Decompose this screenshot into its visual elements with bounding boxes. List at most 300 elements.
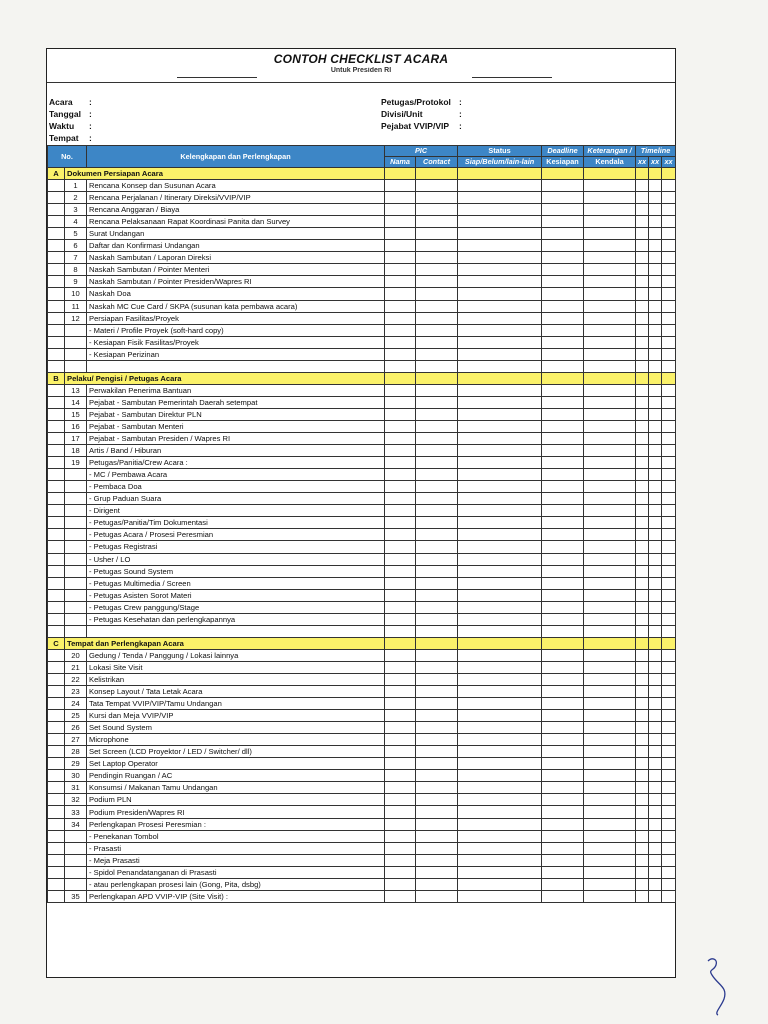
- timeline-cell-3[interactable]: [662, 408, 676, 420]
- keterangan-cell[interactable]: [584, 324, 636, 336]
- pic-nama-cell[interactable]: [385, 445, 416, 457]
- keterangan-cell[interactable]: [584, 493, 636, 505]
- timeline-cell-3[interactable]: [662, 240, 676, 252]
- pic-contact-cell[interactable]: [416, 420, 458, 432]
- timeline-cell-2[interactable]: [649, 625, 662, 637]
- timeline-cell-3[interactable]: [662, 565, 676, 577]
- status-cell[interactable]: [458, 541, 542, 553]
- keterangan-cell[interactable]: [584, 396, 636, 408]
- keterangan-cell[interactable]: [584, 348, 636, 360]
- timeline-cell-2[interactable]: [649, 228, 662, 240]
- deadline-cell[interactable]: [542, 180, 584, 192]
- timeline-cell-3[interactable]: [662, 420, 676, 432]
- keterangan-cell[interactable]: [584, 601, 636, 613]
- pic-contact-cell[interactable]: [416, 312, 458, 324]
- pic-nama-cell[interactable]: [385, 541, 416, 553]
- keterangan-cell[interactable]: [584, 577, 636, 589]
- pic-nama-cell[interactable]: [385, 710, 416, 722]
- timeline-cell-2[interactable]: [649, 264, 662, 276]
- status-cell[interactable]: [458, 661, 542, 673]
- pic-contact-cell[interactable]: [416, 408, 458, 420]
- status-cell[interactable]: [458, 529, 542, 541]
- timeline-cell-3[interactable]: [662, 553, 676, 565]
- keterangan-cell[interactable]: [584, 746, 636, 758]
- status-cell[interactable]: [458, 782, 542, 794]
- timeline-cell-2[interactable]: [649, 360, 662, 372]
- pic-nama-cell[interactable]: [385, 601, 416, 613]
- timeline-cell-3[interactable]: [662, 866, 676, 878]
- pic-contact-cell[interactable]: [416, 686, 458, 698]
- status-cell[interactable]: [458, 601, 542, 613]
- deadline-cell[interactable]: [542, 746, 584, 758]
- timeline-cell-2[interactable]: [649, 890, 662, 902]
- timeline-cell-2[interactable]: [649, 649, 662, 661]
- pic-nama-cell[interactable]: [385, 722, 416, 734]
- pic-nama-cell[interactable]: [385, 228, 416, 240]
- status-cell[interactable]: [458, 553, 542, 565]
- pic-contact-cell[interactable]: [416, 613, 458, 625]
- timeline-cell-2[interactable]: [649, 469, 662, 481]
- pic-contact-cell[interactable]: [416, 698, 458, 710]
- pic-contact-cell[interactable]: [416, 300, 458, 312]
- keterangan-cell[interactable]: [584, 806, 636, 818]
- timeline-cell-3[interactable]: [662, 336, 676, 348]
- pic-contact-cell[interactable]: [416, 360, 458, 372]
- timeline-cell-1[interactable]: [636, 360, 649, 372]
- deadline-cell[interactable]: [542, 830, 584, 842]
- timeline-cell-3[interactable]: [662, 613, 676, 625]
- keterangan-cell[interactable]: [584, 276, 636, 288]
- timeline-cell-1[interactable]: [636, 878, 649, 890]
- pic-nama-cell[interactable]: [385, 806, 416, 818]
- keterangan-cell[interactable]: [584, 336, 636, 348]
- status-cell[interactable]: [458, 830, 542, 842]
- deadline-cell[interactable]: [542, 541, 584, 553]
- status-cell[interactable]: [458, 517, 542, 529]
- pic-nama-cell[interactable]: [385, 396, 416, 408]
- timeline-cell-2[interactable]: [649, 746, 662, 758]
- keterangan-cell[interactable]: [584, 661, 636, 673]
- timeline-cell-1[interactable]: [636, 565, 649, 577]
- keterangan-cell[interactable]: [584, 649, 636, 661]
- pic-nama-cell[interactable]: [385, 866, 416, 878]
- status-cell[interactable]: [458, 698, 542, 710]
- pic-nama-cell[interactable]: [385, 589, 416, 601]
- timeline-cell-1[interactable]: [636, 794, 649, 806]
- status-cell[interactable]: [458, 469, 542, 481]
- deadline-cell[interactable]: [542, 252, 584, 264]
- timeline-cell-3[interactable]: [662, 649, 676, 661]
- timeline-cell-3[interactable]: [662, 710, 676, 722]
- timeline-cell-1[interactable]: [636, 396, 649, 408]
- pic-contact-cell[interactable]: [416, 204, 458, 216]
- timeline-cell-2[interactable]: [649, 806, 662, 818]
- timeline-cell-3[interactable]: [662, 396, 676, 408]
- deadline-cell[interactable]: [542, 553, 584, 565]
- timeline-cell-3[interactable]: [662, 746, 676, 758]
- timeline-cell-3[interactable]: [662, 469, 676, 481]
- timeline-cell-1[interactable]: [636, 288, 649, 300]
- timeline-cell-2[interactable]: [649, 457, 662, 469]
- timeline-cell-2[interactable]: [649, 192, 662, 204]
- timeline-cell-2[interactable]: [649, 204, 662, 216]
- deadline-cell[interactable]: [542, 457, 584, 469]
- pic-contact-cell[interactable]: [416, 324, 458, 336]
- deadline-cell[interactable]: [542, 686, 584, 698]
- pic-nama-cell[interactable]: [385, 312, 416, 324]
- status-cell[interactable]: [458, 758, 542, 770]
- status-cell[interactable]: [458, 686, 542, 698]
- pic-nama-cell[interactable]: [385, 252, 416, 264]
- timeline-cell-1[interactable]: [636, 830, 649, 842]
- pic-contact-cell[interactable]: [416, 469, 458, 481]
- timeline-cell-1[interactable]: [636, 204, 649, 216]
- timeline-cell-3[interactable]: [662, 698, 676, 710]
- pic-nama-cell[interactable]: [385, 288, 416, 300]
- status-cell[interactable]: [458, 204, 542, 216]
- timeline-cell-1[interactable]: [636, 312, 649, 324]
- timeline-cell-2[interactable]: [649, 710, 662, 722]
- timeline-cell-2[interactable]: [649, 818, 662, 830]
- timeline-cell-2[interactable]: [649, 722, 662, 734]
- deadline-cell[interactable]: [542, 758, 584, 770]
- keterangan-cell[interactable]: [584, 384, 636, 396]
- timeline-cell-2[interactable]: [649, 420, 662, 432]
- pic-nama-cell[interactable]: [385, 878, 416, 890]
- pic-nama-cell[interactable]: [385, 565, 416, 577]
- timeline-cell-3[interactable]: [662, 312, 676, 324]
- pic-contact-cell[interactable]: [416, 890, 458, 902]
- timeline-cell-1[interactable]: [636, 589, 649, 601]
- timeline-cell-1[interactable]: [636, 842, 649, 854]
- keterangan-cell[interactable]: [584, 360, 636, 372]
- deadline-cell[interactable]: [542, 818, 584, 830]
- pic-contact-cell[interactable]: [416, 276, 458, 288]
- deadline-cell[interactable]: [542, 336, 584, 348]
- timeline-cell-2[interactable]: [649, 216, 662, 228]
- timeline-cell-1[interactable]: [636, 553, 649, 565]
- keterangan-cell[interactable]: [584, 866, 636, 878]
- timeline-cell-1[interactable]: [636, 722, 649, 734]
- deadline-cell[interactable]: [542, 445, 584, 457]
- timeline-cell-1[interactable]: [636, 625, 649, 637]
- timeline-cell-3[interactable]: [662, 481, 676, 493]
- status-cell[interactable]: [458, 505, 542, 517]
- timeline-cell-1[interactable]: [636, 264, 649, 276]
- timeline-cell-2[interactable]: [649, 396, 662, 408]
- pic-nama-cell[interactable]: [385, 698, 416, 710]
- pic-contact-cell[interactable]: [416, 433, 458, 445]
- pic-nama-cell[interactable]: [385, 264, 416, 276]
- keterangan-cell[interactable]: [584, 818, 636, 830]
- status-cell[interactable]: [458, 384, 542, 396]
- pic-contact-cell[interactable]: [416, 577, 458, 589]
- timeline-cell-3[interactable]: [662, 806, 676, 818]
- deadline-cell[interactable]: [542, 794, 584, 806]
- keterangan-cell[interactable]: [584, 408, 636, 420]
- timeline-cell-3[interactable]: [662, 661, 676, 673]
- keterangan-cell[interactable]: [584, 180, 636, 192]
- timeline-cell-2[interactable]: [649, 336, 662, 348]
- status-cell[interactable]: [458, 360, 542, 372]
- deadline-cell[interactable]: [542, 517, 584, 529]
- pic-nama-cell[interactable]: [385, 625, 416, 637]
- timeline-cell-3[interactable]: [662, 517, 676, 529]
- timeline-cell-2[interactable]: [649, 794, 662, 806]
- pic-contact-cell[interactable]: [416, 396, 458, 408]
- pic-contact-cell[interactable]: [416, 589, 458, 601]
- timeline-cell-1[interactable]: [636, 770, 649, 782]
- status-cell[interactable]: [458, 854, 542, 866]
- pic-contact-cell[interactable]: [416, 264, 458, 276]
- timeline-cell-1[interactable]: [636, 541, 649, 553]
- timeline-cell-2[interactable]: [649, 878, 662, 890]
- timeline-cell-1[interactable]: [636, 613, 649, 625]
- deadline-cell[interactable]: [542, 216, 584, 228]
- pic-contact-cell[interactable]: [416, 746, 458, 758]
- timeline-cell-1[interactable]: [636, 336, 649, 348]
- pic-nama-cell[interactable]: [385, 890, 416, 902]
- pic-contact-cell[interactable]: [416, 794, 458, 806]
- pic-contact-cell[interactable]: [416, 806, 458, 818]
- pic-nama-cell[interactable]: [385, 384, 416, 396]
- keterangan-cell[interactable]: [584, 457, 636, 469]
- keterangan-cell[interactable]: [584, 565, 636, 577]
- pic-nama-cell[interactable]: [385, 216, 416, 228]
- pic-contact-cell[interactable]: [416, 228, 458, 240]
- timeline-cell-2[interactable]: [649, 240, 662, 252]
- deadline-cell[interactable]: [542, 360, 584, 372]
- pic-contact-cell[interactable]: [416, 384, 458, 396]
- timeline-cell-3[interactable]: [662, 529, 676, 541]
- timeline-cell-1[interactable]: [636, 324, 649, 336]
- timeline-cell-2[interactable]: [649, 384, 662, 396]
- timeline-cell-2[interactable]: [649, 493, 662, 505]
- status-cell[interactable]: [458, 866, 542, 878]
- timeline-cell-3[interactable]: [662, 360, 676, 372]
- pic-nama-cell[interactable]: [385, 192, 416, 204]
- status-cell[interactable]: [458, 878, 542, 890]
- timeline-cell-1[interactable]: [636, 734, 649, 746]
- deadline-cell[interactable]: [542, 589, 584, 601]
- pic-contact-cell[interactable]: [416, 625, 458, 637]
- deadline-cell[interactable]: [542, 577, 584, 589]
- status-cell[interactable]: [458, 842, 542, 854]
- timeline-cell-2[interactable]: [649, 842, 662, 854]
- timeline-cell-2[interactable]: [649, 445, 662, 457]
- pic-nama-cell[interactable]: [385, 505, 416, 517]
- pic-contact-cell[interactable]: [416, 252, 458, 264]
- deadline-cell[interactable]: [542, 878, 584, 890]
- timeline-cell-3[interactable]: [662, 433, 676, 445]
- timeline-cell-3[interactable]: [662, 854, 676, 866]
- timeline-cell-1[interactable]: [636, 529, 649, 541]
- status-cell[interactable]: [458, 577, 542, 589]
- pic-nama-cell[interactable]: [385, 577, 416, 589]
- pic-nama-cell[interactable]: [385, 553, 416, 565]
- keterangan-cell[interactable]: [584, 553, 636, 565]
- timeline-cell-2[interactable]: [649, 613, 662, 625]
- timeline-cell-2[interactable]: [649, 433, 662, 445]
- keterangan-cell[interactable]: [584, 890, 636, 902]
- keterangan-cell[interactable]: [584, 854, 636, 866]
- pic-nama-cell[interactable]: [385, 794, 416, 806]
- status-cell[interactable]: [458, 300, 542, 312]
- timeline-cell-3[interactable]: [662, 830, 676, 842]
- deadline-cell[interactable]: [542, 806, 584, 818]
- timeline-cell-2[interactable]: [649, 673, 662, 685]
- deadline-cell[interactable]: [542, 312, 584, 324]
- timeline-cell-2[interactable]: [649, 517, 662, 529]
- timeline-cell-1[interactable]: [636, 420, 649, 432]
- timeline-cell-2[interactable]: [649, 830, 662, 842]
- timeline-cell-1[interactable]: [636, 469, 649, 481]
- timeline-cell-1[interactable]: [636, 300, 649, 312]
- keterangan-cell[interactable]: [584, 445, 636, 457]
- deadline-cell[interactable]: [542, 842, 584, 854]
- status-cell[interactable]: [458, 408, 542, 420]
- pic-contact-cell[interactable]: [416, 854, 458, 866]
- timeline-cell-2[interactable]: [649, 686, 662, 698]
- deadline-cell[interactable]: [542, 661, 584, 673]
- pic-nama-cell[interactable]: [385, 854, 416, 866]
- timeline-cell-1[interactable]: [636, 673, 649, 685]
- keterangan-cell[interactable]: [584, 830, 636, 842]
- keterangan-cell[interactable]: [584, 264, 636, 276]
- status-cell[interactable]: [458, 806, 542, 818]
- pic-contact-cell[interactable]: [416, 866, 458, 878]
- timeline-cell-1[interactable]: [636, 481, 649, 493]
- deadline-cell[interactable]: [542, 204, 584, 216]
- timeline-cell-3[interactable]: [662, 758, 676, 770]
- pic-contact-cell[interactable]: [416, 782, 458, 794]
- pic-contact-cell[interactable]: [416, 288, 458, 300]
- timeline-cell-3[interactable]: [662, 348, 676, 360]
- timeline-cell-3[interactable]: [662, 686, 676, 698]
- timeline-cell-2[interactable]: [649, 601, 662, 613]
- pic-nama-cell[interactable]: [385, 782, 416, 794]
- deadline-cell[interactable]: [542, 288, 584, 300]
- pic-contact-cell[interactable]: [416, 565, 458, 577]
- pic-contact-cell[interactable]: [416, 481, 458, 493]
- pic-nama-cell[interactable]: [385, 324, 416, 336]
- timeline-cell-1[interactable]: [636, 698, 649, 710]
- keterangan-cell[interactable]: [584, 481, 636, 493]
- timeline-cell-2[interactable]: [649, 505, 662, 517]
- timeline-cell-3[interactable]: [662, 782, 676, 794]
- pic-contact-cell[interactable]: [416, 649, 458, 661]
- status-cell[interactable]: [458, 589, 542, 601]
- deadline-cell[interactable]: [542, 710, 584, 722]
- timeline-cell-1[interactable]: [636, 228, 649, 240]
- pic-contact-cell[interactable]: [416, 734, 458, 746]
- timeline-cell-3[interactable]: [662, 457, 676, 469]
- timeline-cell-3[interactable]: [662, 770, 676, 782]
- keterangan-cell[interactable]: [584, 433, 636, 445]
- timeline-cell-2[interactable]: [649, 180, 662, 192]
- pic-contact-cell[interactable]: [416, 722, 458, 734]
- timeline-cell-3[interactable]: [662, 601, 676, 613]
- keterangan-cell[interactable]: [584, 228, 636, 240]
- deadline-cell[interactable]: [542, 408, 584, 420]
- pic-nama-cell[interactable]: [385, 686, 416, 698]
- keterangan-cell[interactable]: [584, 625, 636, 637]
- timeline-cell-3[interactable]: [662, 300, 676, 312]
- status-cell[interactable]: [458, 396, 542, 408]
- pic-nama-cell[interactable]: [385, 336, 416, 348]
- pic-nama-cell[interactable]: [385, 818, 416, 830]
- keterangan-cell[interactable]: [584, 252, 636, 264]
- timeline-cell-2[interactable]: [649, 288, 662, 300]
- timeline-cell-3[interactable]: [662, 324, 676, 336]
- pic-nama-cell[interactable]: [385, 493, 416, 505]
- deadline-cell[interactable]: [542, 493, 584, 505]
- status-cell[interactable]: [458, 722, 542, 734]
- keterangan-cell[interactable]: [584, 204, 636, 216]
- pic-contact-cell[interactable]: [416, 818, 458, 830]
- timeline-cell-3[interactable]: [662, 878, 676, 890]
- keterangan-cell[interactable]: [584, 541, 636, 553]
- pic-contact-cell[interactable]: [416, 842, 458, 854]
- deadline-cell[interactable]: [542, 529, 584, 541]
- timeline-cell-3[interactable]: [662, 673, 676, 685]
- pic-nama-cell[interactable]: [385, 457, 416, 469]
- timeline-cell-2[interactable]: [649, 854, 662, 866]
- deadline-cell[interactable]: [542, 481, 584, 493]
- timeline-cell-2[interactable]: [649, 300, 662, 312]
- timeline-cell-2[interactable]: [649, 324, 662, 336]
- pic-nama-cell[interactable]: [385, 673, 416, 685]
- pic-contact-cell[interactable]: [416, 192, 458, 204]
- timeline-cell-3[interactable]: [662, 264, 676, 276]
- timeline-cell-2[interactable]: [649, 541, 662, 553]
- pic-contact-cell[interactable]: [416, 493, 458, 505]
- timeline-cell-1[interactable]: [636, 818, 649, 830]
- pic-contact-cell[interactable]: [416, 553, 458, 565]
- keterangan-cell[interactable]: [584, 288, 636, 300]
- keterangan-cell[interactable]: [584, 192, 636, 204]
- timeline-cell-1[interactable]: [636, 457, 649, 469]
- status-cell[interactable]: [458, 433, 542, 445]
- pic-nama-cell[interactable]: [385, 348, 416, 360]
- pic-contact-cell[interactable]: [416, 180, 458, 192]
- timeline-cell-3[interactable]: [662, 384, 676, 396]
- pic-contact-cell[interactable]: [416, 517, 458, 529]
- timeline-cell-3[interactable]: [662, 252, 676, 264]
- pic-contact-cell[interactable]: [416, 710, 458, 722]
- pic-nama-cell[interactable]: [385, 517, 416, 529]
- deadline-cell[interactable]: [542, 264, 584, 276]
- deadline-cell[interactable]: [542, 613, 584, 625]
- deadline-cell[interactable]: [542, 396, 584, 408]
- pic-contact-cell[interactable]: [416, 445, 458, 457]
- deadline-cell[interactable]: [542, 228, 584, 240]
- status-cell[interactable]: [458, 420, 542, 432]
- timeline-cell-2[interactable]: [649, 481, 662, 493]
- deadline-cell[interactable]: [542, 673, 584, 685]
- timeline-cell-2[interactable]: [649, 734, 662, 746]
- deadline-cell[interactable]: [542, 433, 584, 445]
- keterangan-cell[interactable]: [584, 589, 636, 601]
- keterangan-cell[interactable]: [584, 613, 636, 625]
- status-cell[interactable]: [458, 192, 542, 204]
- keterangan-cell[interactable]: [584, 300, 636, 312]
- timeline-cell-2[interactable]: [649, 770, 662, 782]
- status-cell[interactable]: [458, 457, 542, 469]
- timeline-cell-3[interactable]: [662, 794, 676, 806]
- keterangan-cell[interactable]: [584, 878, 636, 890]
- timeline-cell-1[interactable]: [636, 866, 649, 878]
